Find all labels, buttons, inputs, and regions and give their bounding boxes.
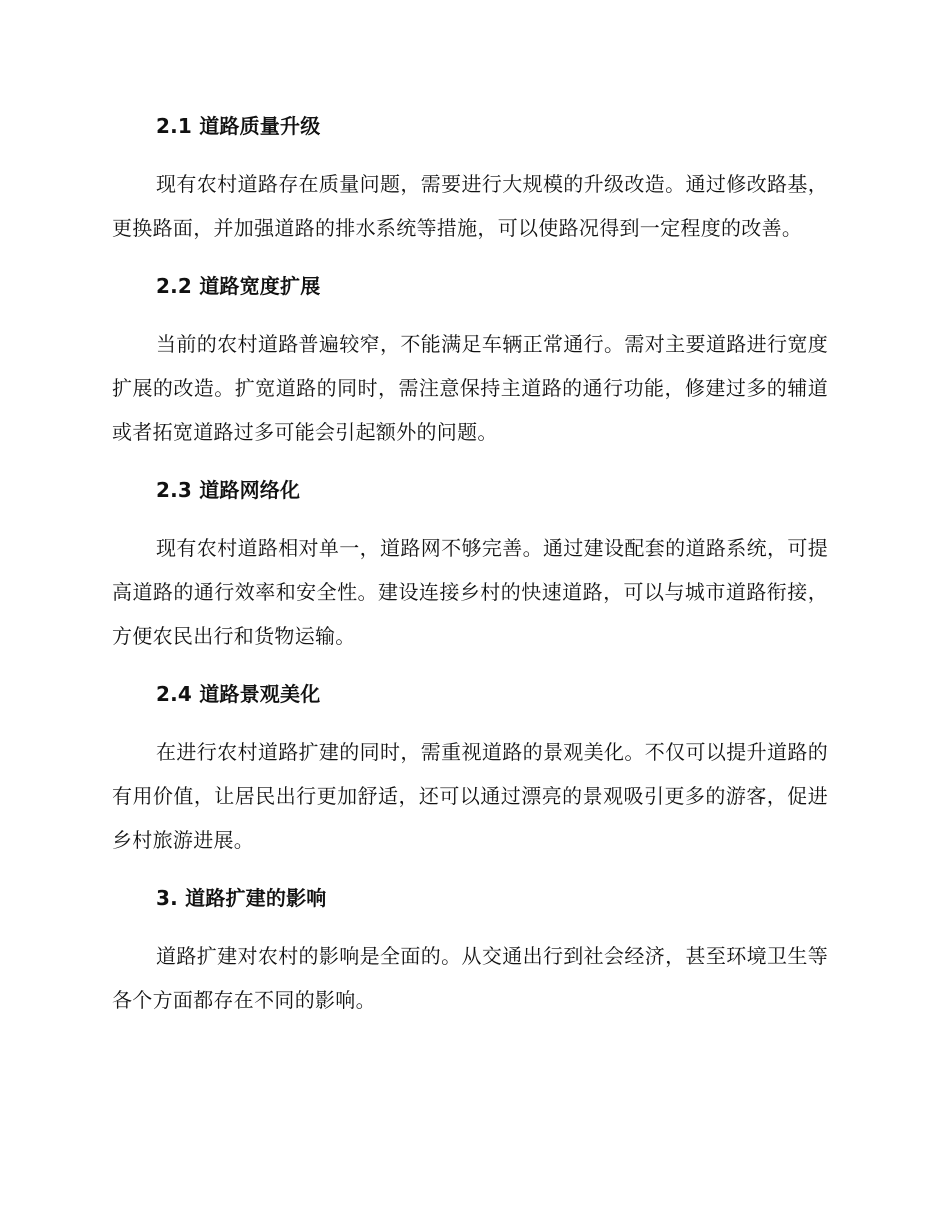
section-heading-2-2: 2.2 道路宽度扩展 <box>156 274 321 298</box>
section-body-3: 道路扩建对农村的影响是全面的。从交通出行到社会经济，甚至环境卫生等各个方面都存在不同的影响。 <box>112 944 828 1012</box>
document-content <box>112 112 828 1044</box>
section-heading-3: 3. 道路扩建的影响 <box>156 886 327 910</box>
section-heading-2-4: 2.4 道路景观美化 <box>156 682 321 706</box>
section-body-2-1: 现有农村道路存在质量问题，需要进行大规模的升级改造。通过修改路基，更换路面，并加强道路的排水系统等措施，可以使路况得到一定程度的改善。 <box>112 172 828 240</box>
section-heading-2-1: 2.1 道路质量升级 <box>156 114 321 138</box>
section-body-2-2: 当前的农村道路普遍较窄，不能满足车辆正常通行。需对主要道路进行宽度扩展的改造。扩宽道路的同时，需注意保持主道路的通行功能，修建过多的辅道或者拓宽道路过多可能会引起额外的问题。 <box>112 332 828 444</box>
section-heading-2-3: 2.3 道路网络化 <box>156 478 301 502</box>
section-body-2-3: 现有农村道路相对单一，道路网不够完善。通过建设配套的道路系统，可提高道路的通行效率和安全性。建设连接乡村的快速道路，可以与城市道路衔接，方便农民出行和货物运输。 <box>112 536 828 648</box>
section-body-2-4: 在进行农村道路扩建的同时，需重视道路的景观美化。不仅可以提升道路的有用价值，让居民出行更加舒适，还可以通过漂亮的景观吸引更多的游客，促进乡村旅游进展。 <box>112 740 828 852</box>
